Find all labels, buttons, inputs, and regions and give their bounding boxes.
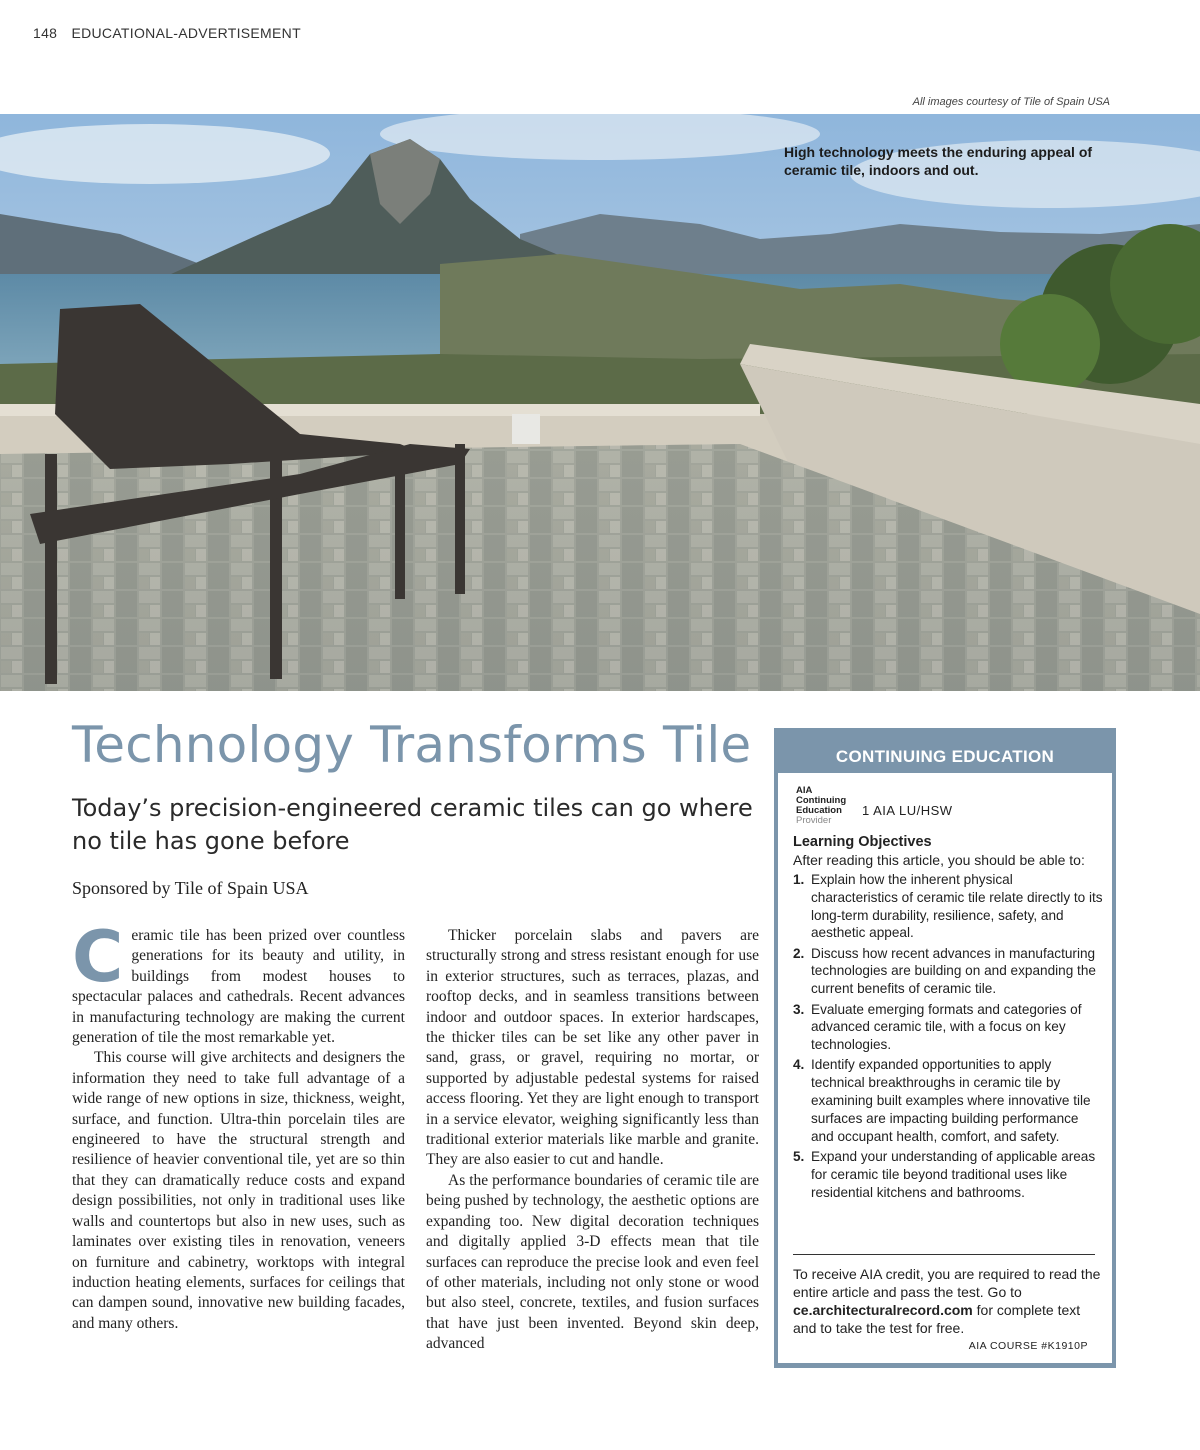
- logo-line: Continuing: [796, 795, 847, 806]
- ce-content: [778, 773, 1112, 1363]
- credit-hours: 1 AIA LU/HSW: [862, 803, 953, 818]
- paragraph-text: eramic tile has been prized over countless generations for its beauty and utility, in buildings from modest houses to spectacular palaces and cathedrals. Recent advances in manufacturing technology are making the current generation of tile the most remarkable yet.: [72, 927, 405, 1047]
- article-subtitle: Today’s precision-engineered ceramic tiles can go where no tile has gone before: [72, 794, 753, 855]
- aia-provider-logo: [796, 786, 846, 826]
- objective-text: Expand your understanding of applicable areas for ceramic tile beyond traditional uses like residential kitchens and bathrooms.: [811, 1148, 1096, 1200]
- article-paragraph: As the performance boundaries of ceramic tile are being pushed by technology, the aesthetic options are expanding too. New digital decoration techniques and digitally applied 3-D effects mean that tile surfaces can reproduce the precise look and even feel of other materials, including not only stone or wood but also steel, concrete, textiles, and fusion surfaces that have just been invented. Beyond skin deep, advanced: [426, 1171, 759, 1353]
- page-header: [33, 25, 301, 41]
- note-text: for complete text and to take the test for free.: [793, 1302, 1081, 1336]
- objective-number: 3.: [793, 1001, 805, 1017]
- objectives-intro: After reading this article, you should be able to:: [793, 852, 1085, 868]
- objective-text: Explain how the inherent physical characteristics of ceramic tile relate directly to its long-term durability, resilience, safety, and aesthetic appeal.: [811, 872, 1103, 941]
- objectives-title: Learning Objectives: [793, 834, 932, 850]
- logo-line: AIA: [796, 785, 813, 796]
- objective-item: [793, 1001, 1103, 1054]
- hero-photo: [0, 114, 1200, 691]
- ce-website-link[interactable]: ce.architecturalrecord.com: [793, 1302, 973, 1318]
- objective-item: [793, 871, 1103, 942]
- section-label: EDUCATIONAL-ADVERTISEMENT: [71, 25, 301, 41]
- page-number: 148: [33, 25, 58, 41]
- objective-text: Evaluate emerging formats and categories of advanced ceramic tile, with a focus on key technologies.: [811, 1001, 1082, 1053]
- objective-text: Discuss how recent advances in manufacturing technologies are building on and expanding the current benefits of ceramic tile.: [811, 945, 1096, 997]
- objective-number: 2.: [793, 945, 805, 961]
- hero-caption: High technology meets the enduring appeal of ceramic tile, indoors and out.: [784, 144, 1093, 178]
- article-column-2: [426, 926, 759, 1355]
- continuing-education-box: [774, 728, 1116, 1368]
- objective-item: [793, 1148, 1103, 1201]
- article-paragraph: [72, 916, 405, 1048]
- logo-line: Education: [796, 805, 842, 816]
- article-paragraph: This course will give architects and designers the information they need to take full advantage of a wide range of new options in size, thickness, weight, surface, and function. Ultra-thin porcelain tiles are engineered to have the structural strength and resilience of heavier conventional tile, yet are so thin that they can dramatically reduce costs and expand design possibilities, not only in traditional uses like walls and countertops but also in new uses, such as laminates over existing tiles in renovation, veneers on furniture and cabinetry, worktops with integral induction heating elements, surfaces for ceilings that can dampen sound, innovative new building facades, and many others.: [72, 1049, 405, 1332]
- logo-line: Provider: [796, 815, 832, 826]
- objectives-list: [793, 871, 1103, 1204]
- article-column-1: [72, 916, 405, 1334]
- article-paragraph: Thicker porcelain slabs and pavers are structurally strong and stress resistant enough for use in exterior structures, such as terraces, plazas, and rooftop decks, and in seamless transitions between indoor and outdoor spaces. In exterior hardscapes, the thicker tiles can be set like any other paver in sand, grass, or gravel, requiring no mortar, or supported by adjustable pedestal systems for raised access flooring. Yet they are light enough to transport in a service elevator, weighing significantly less than traditional exterior materials like marble and granite. They are also easier to cut and handle.: [426, 927, 759, 1169]
- objective-number: 5.: [793, 1148, 805, 1164]
- sponsor-line: Sponsored by Tile of Spain USA: [72, 878, 309, 898]
- image-credit: All images courtesy of Tile of Spain USA: [912, 96, 1110, 108]
- credit-note: [793, 1265, 1103, 1337]
- objective-item: [793, 945, 1103, 998]
- article-title: Technology Transforms Tile: [72, 716, 752, 774]
- note-text: To receive AIA credit, you are required to read the entire article and pass the test. Go to: [793, 1266, 1101, 1300]
- divider: [793, 1254, 1095, 1255]
- ce-heading: CONTINUING EDUCATION: [835, 747, 1055, 766]
- objective-text: Identify expanded opportunities to apply technical breakthroughs in ceramic tile by examining built examples where innovative tile surfaces are impacting building performance and occupant health, comfort, and safety.: [811, 1057, 1091, 1144]
- objective-number: 1.: [793, 872, 805, 887]
- objective-item: [793, 1056, 1103, 1145]
- objective-number: 4.: [793, 1057, 805, 1073]
- drop-cap: C: [72, 916, 124, 998]
- course-number: AIA COURSE #K1910P: [968, 1340, 1088, 1352]
